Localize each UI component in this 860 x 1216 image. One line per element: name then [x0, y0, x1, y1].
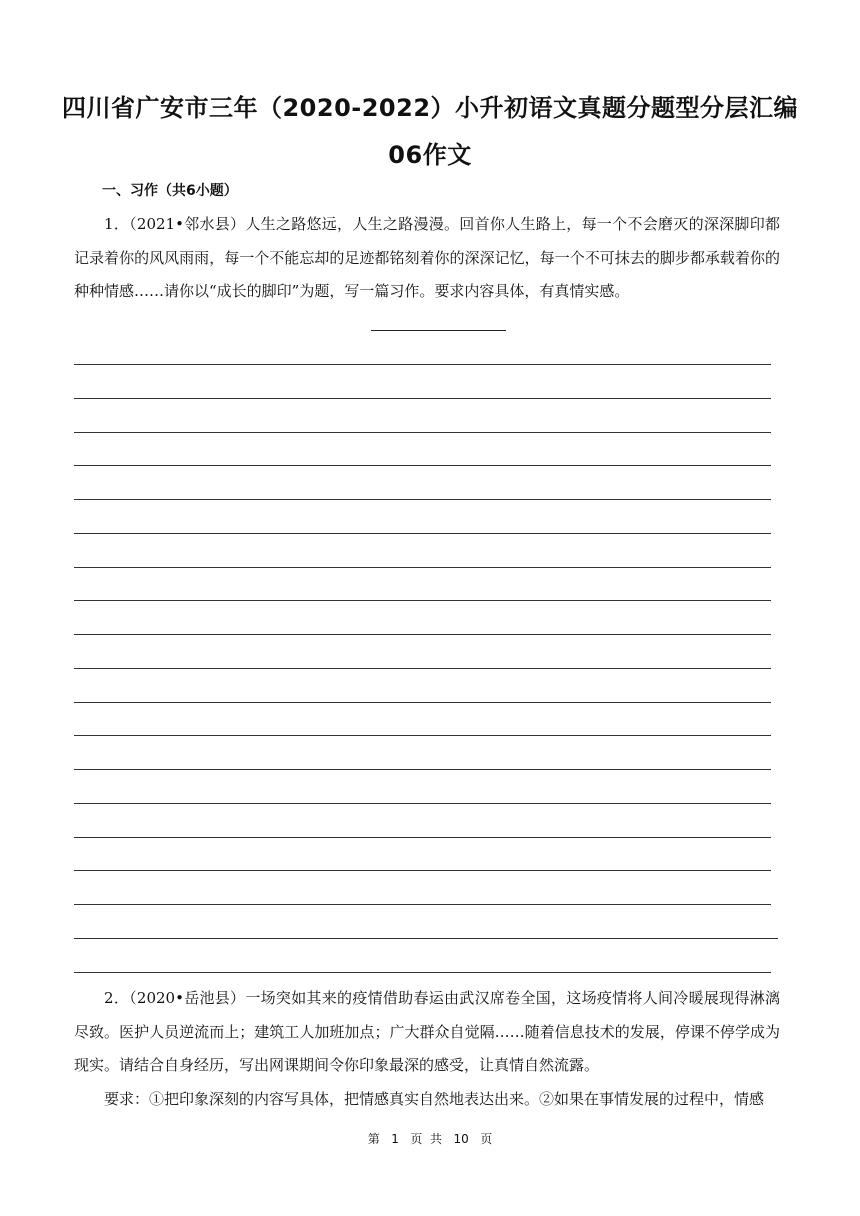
writing-line [74, 870, 771, 871]
essay-title-blank-line [371, 330, 506, 331]
footer-prefix: 第 [367, 1132, 380, 1146]
page-footer [0, 1130, 860, 1147]
document-subtitle: 06作文 [388, 141, 472, 169]
writing-line [74, 668, 771, 669]
writing-line [74, 398, 771, 399]
writing-line [74, 837, 771, 838]
document-title: 四川省广安市三年（2020-2022）小升初语文真题分题型分层汇编 [61, 94, 799, 122]
question-2-text: 2．（2020•岳池县）一场突如其来的疫情借助春运由武汉席卷全国，这场疫情将人间冷暖展现得淋漓尽致。医护人员逆流而上；建筑工人加班加点；广大群众自觉隔……随着信息技术的发展，停课不停学成为现实。请结合自身经历，写出网课期间令你印象最深的感受，让真情自然流露。 [74, 989, 780, 1074]
writing-line [74, 803, 771, 804]
question-1-text: 1．（2021•邻水县）人生之路悠远，人生之路漫漫。回首你人生路上，每一个不会磨灭的深深脚印都记录着你的风风雨雨，每一个不能忘却的足迹都铭刻着你的深深记忆，每一个不可抹去的脚步都承载着你的种种情感……请你以“成长的脚印”为题，写一篇习作。要求内容具体，有真情实感。 [74, 215, 780, 300]
writing-line [74, 533, 771, 534]
writing-line [74, 634, 771, 635]
writing-line [74, 769, 771, 770]
writing-line [74, 735, 771, 736]
question-2-requirements: 要求：①把印象深刻的内容写具体，把情感真实自然地表达出来。②如果在事情发展的过程中，情感 [104, 1090, 765, 1108]
writing-line [74, 465, 771, 466]
footer-mid: 页 共 [410, 1132, 442, 1146]
writing-line [74, 938, 778, 939]
writing-line [74, 364, 771, 365]
writing-line [74, 702, 771, 703]
writing-line [74, 432, 771, 433]
footer-total-pages: 10 [453, 1132, 469, 1146]
section-heading: 一、习作（共6小题） [102, 183, 238, 199]
writing-line [74, 972, 771, 973]
writing-line [74, 904, 771, 905]
footer-suffix: 页 [480, 1132, 493, 1146]
footer-page-number: 1 [391, 1132, 399, 1146]
writing-line [74, 600, 771, 601]
writing-line [74, 567, 771, 568]
writing-line [74, 499, 771, 500]
